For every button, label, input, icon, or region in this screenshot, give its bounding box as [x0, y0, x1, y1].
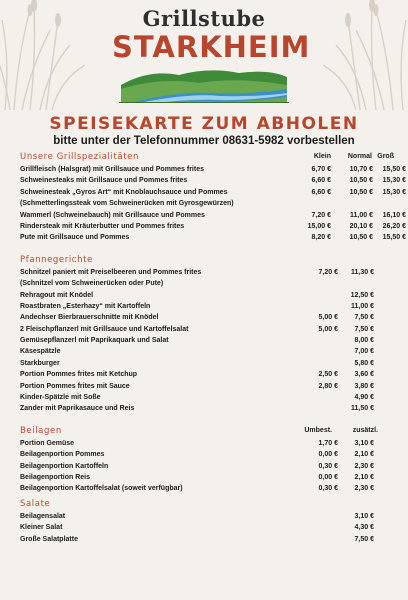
menu-item-price: 6,60 €	[311, 188, 331, 196]
menu-item-price: 10,70 €	[349, 166, 373, 173]
menu-item-row	[20, 369, 392, 380]
menu-item-name: Schnitzel paniert mit Preiselbeeren und Pommes frites	[20, 268, 202, 276]
menu-item-row	[20, 534, 392, 545]
grass-decoration-left	[0, 0, 120, 110]
section-title: Unsere Grillspezialitäten	[20, 152, 139, 162]
menu-item-row	[20, 175, 406, 186]
menu-item-name: Pute mit Grillsauce und Pommes	[20, 234, 130, 242]
menu-item-name: Beilagenportion Reis	[20, 473, 91, 481]
menu-item-row	[20, 346, 392, 357]
menu-item-price: 2,10 €	[354, 451, 374, 459]
menu-item-row	[20, 312, 392, 323]
menu-item-name: Starkburger	[20, 359, 60, 367]
menu-item-name: Zander mit Paprikasauce und Reis	[20, 405, 135, 413]
logo-name-line1: Grillstube	[142, 6, 266, 31]
menu-list	[20, 150, 406, 554]
menu-item-price: 5,00 €	[318, 325, 338, 333]
menu-item-name: Rehragout mit Knödel	[20, 291, 94, 299]
menu-item-price: 12,50 €	[350, 291, 374, 299]
menu-item-price: 3,10 €	[354, 439, 374, 447]
menu-item-row	[20, 403, 392, 414]
menu-item-price: 3,10 €	[354, 512, 374, 520]
menu-item-price: 10,50 €	[349, 234, 373, 242]
col-header-gross: Groß	[377, 153, 394, 160]
menu-item-row	[20, 187, 406, 198]
menu-item-price: 0,30 €	[318, 462, 338, 470]
logo-name-line2: STARKHEIM	[112, 30, 311, 64]
page-title: SPEISEKARTE ZUM ABHOLEN	[49, 114, 359, 134]
menu-item-price: 11,00 €	[350, 211, 373, 219]
menu-item-price: 6,70 €	[311, 166, 331, 173]
menu-item-price: 15,50 €	[382, 166, 406, 173]
menu-item-price: 5,00 €	[318, 314, 338, 322]
menu-item-row	[20, 267, 392, 278]
col-header-umbest: Umbest.	[304, 426, 332, 434]
menu-item-name: Portion Pommes frites mit Ketchup	[20, 371, 138, 379]
menu-item-price: 2,30 €	[354, 485, 374, 493]
section-header	[20, 497, 392, 511]
page-subtitle: bitte unter der Telefonnummer 08631-5982 vorbestellen	[53, 135, 355, 147]
menu-item-row	[20, 301, 392, 312]
menu-item-price: 7,20 €	[318, 268, 338, 276]
menu-item-price: 4,90 €	[354, 394, 374, 402]
menu-item-price: 15,30 €	[382, 188, 406, 196]
menu-item-price: 4,30 €	[354, 524, 374, 532]
menu-item-row	[20, 522, 392, 533]
landscape-river-icon	[119, 63, 289, 103]
logo	[112, 4, 311, 104]
menu-item-price: 10,50 €	[349, 177, 373, 185]
menu-item-row	[20, 278, 392, 289]
col-header-zusaetzl: zusätzl.	[352, 426, 378, 434]
section-header	[20, 253, 392, 267]
menu-item-name: Beilagensalat	[20, 512, 66, 520]
menu-item-price: 7,20 €	[311, 211, 331, 219]
grass-decoration-right	[298, 0, 408, 110]
section-header	[20, 424, 392, 438]
menu-item-row	[20, 358, 392, 369]
menu-item-row	[20, 221, 406, 232]
menu-item-price: 10,50 €	[349, 188, 373, 196]
menu-item-price: 16,10 €	[382, 211, 406, 219]
menu-item-price: 5,80 €	[354, 359, 374, 367]
menu-item-row	[20, 324, 392, 335]
menu-item-name: Rindersteak mit Kräuterbutter und Pommes frites	[20, 222, 185, 230]
menu-item-name: Schweinesteaks mit Grillsauce und Pommes frites	[20, 177, 188, 185]
section-salate	[20, 497, 392, 545]
menu-item-row	[20, 232, 406, 243]
menu-item-price: 0,30 €	[318, 485, 338, 493]
menu-item-name: Große Salatplatte	[20, 535, 78, 543]
section-title: Beilagen	[20, 425, 62, 436]
menu-item-price: 15,00 €	[307, 222, 331, 230]
menu-item-name: (Schnitzel vom Schweinerücken oder Pute)	[20, 280, 164, 288]
menu-item-price: 15,50 €	[382, 234, 406, 242]
menu-item-price: 6,60 €	[311, 177, 331, 185]
menu-item-price: 3,80 €	[354, 382, 374, 390]
menu-item-row	[20, 198, 392, 209]
menu-item-name: Portion Gemüse	[20, 439, 75, 447]
menu-item-price: 11,30 €	[351, 268, 374, 276]
menu-item-row	[20, 461, 392, 472]
menu-item-price: 2,80 €	[318, 382, 338, 390]
section-beilagen	[20, 424, 392, 495]
menu-item-name: Wammerl (Schweinebauch) mit Grillsauce und Pommes	[20, 211, 205, 219]
menu-item-row	[20, 483, 392, 494]
menu-item-price: 0,00 €	[318, 451, 338, 459]
section-pfanne	[20, 253, 392, 415]
menu-item-price: 2,10 €	[354, 473, 374, 481]
menu-item-price: 8,00 €	[354, 337, 374, 345]
menu-item-row	[20, 164, 406, 175]
menu-item-name: Beilagenportion Kartoffelsalat (soweit verfügbar)	[20, 485, 183, 493]
menu-item-row	[20, 392, 392, 403]
menu-item-row	[20, 449, 392, 460]
menu-item-name: Roastbraten „Esterhazy“ mit Kartoffeln	[20, 302, 151, 310]
menu-item-row	[20, 210, 406, 221]
menu-item-name: (Schmetterlingssteak vom Schweinerücken mit Gyrosgewürzen)	[20, 200, 234, 208]
menu-item-price: 8,20 €	[311, 234, 331, 242]
menu-item-row	[20, 381, 392, 392]
title-block	[0, 114, 408, 147]
menu-item-row	[20, 335, 392, 346]
menu-item-row	[20, 472, 392, 483]
menu-item-name: Gemüsepflanzerl mit Paprikaquark und Salat	[20, 337, 169, 345]
header	[0, 0, 408, 108]
menu-item-price: 7,50 €	[354, 535, 374, 543]
section-title: Salate	[20, 498, 51, 509]
col-header-klein: Klein	[313, 153, 331, 160]
menu-item-name: 2 Fleischpflanzerl mit Grillsauce und Kartoffelsalat	[20, 325, 189, 333]
menu-item-name: Kinder-Spätzle mit Soße	[20, 394, 101, 402]
section-title: Pfannegerichte	[20, 254, 93, 265]
menu-item-price: 0,00 €	[318, 473, 338, 481]
menu-item-row	[20, 438, 392, 449]
menu-item-price: 7,00 €	[354, 348, 374, 356]
menu-item-price: 7,50 €	[354, 314, 374, 322]
menu-item-name: Beilagenportion Kartoffeln	[20, 462, 109, 470]
menu-item-price: 7,50 €	[354, 325, 374, 333]
menu-item-price: 26,20 €	[382, 222, 406, 230]
section-header	[20, 150, 392, 164]
menu-item-price: 11,00 €	[351, 302, 374, 310]
menu-item-name: Andechser Bierbrauerschnitte mit Knödel	[20, 314, 159, 322]
menu-item-price: 1,70 €	[318, 439, 338, 447]
menu-item-name: Schweinesteak „Gyros Art“ mit Knoblauchsauce und Pommes	[20, 188, 228, 196]
menu-item-name: Kleiner Salat	[20, 524, 63, 532]
menu-item-price: 15,30 €	[382, 177, 406, 185]
menu-item-name: Grillfleisch (Halsgrat) mit Grillsauce und Pommes frites	[20, 166, 204, 173]
menu-item-name: Portion Pommes frites mit Sauce	[20, 382, 130, 390]
menu-item-price: 2,30 €	[354, 462, 374, 470]
menu-item-row	[20, 511, 392, 522]
menu-item-row	[20, 290, 392, 301]
menu-item-name: Beilagenportion Pommes	[20, 451, 105, 459]
menu-item-price: 20,10 €	[349, 222, 373, 230]
menu-item-price: 3,60 €	[354, 371, 374, 379]
section-grill	[20, 150, 406, 244]
menu-item-name: Käsespätzle	[20, 348, 61, 356]
menu-item-price: 2,50 €	[318, 371, 338, 379]
menu-item-price: 11,50 €	[351, 405, 374, 413]
col-header-normal: Normal	[347, 153, 372, 160]
